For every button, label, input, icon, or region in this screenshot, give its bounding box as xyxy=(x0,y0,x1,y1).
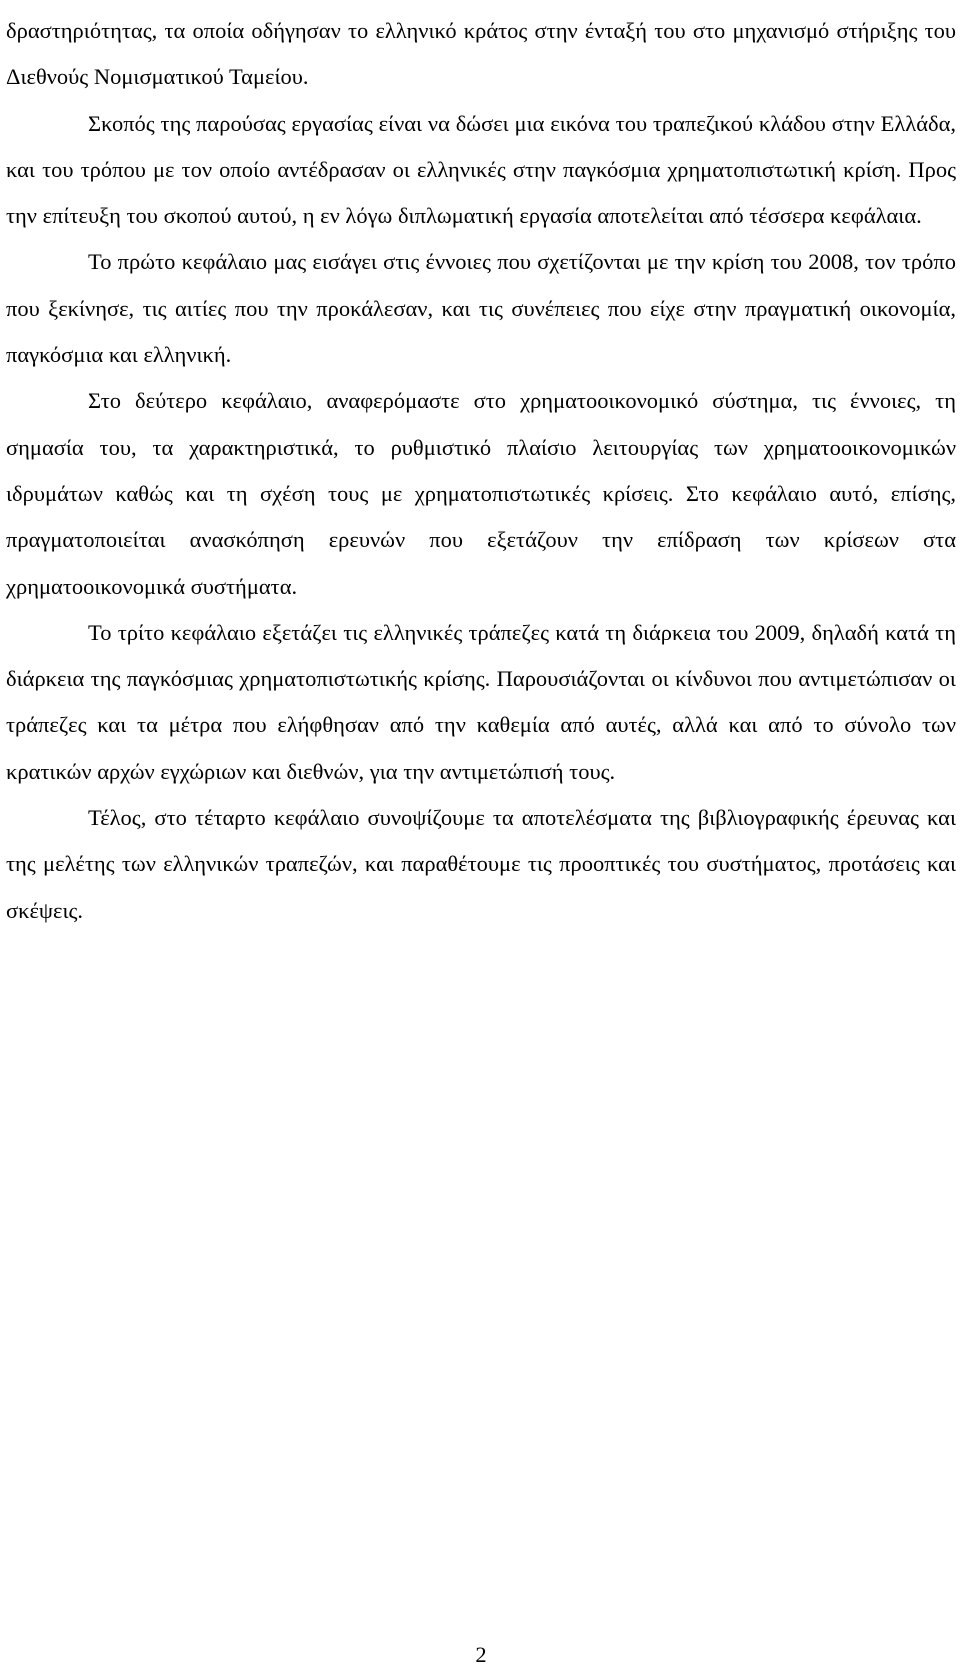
paragraph-purpose: Σκοπός της παρούσας εργασίας είναι να δώσει μια εικόνα του τραπεζικού κλάδου στην Ελλάδα, και του τρόπου με τον οποίο αντέδρασαν οι ελληνικές στην παγκόσμια χρηματοπιστωτική κρίση. Προς την επίτευξη του σκοπού αυτού, η εν λόγω διπλωματική εργασία αποτελείται από τέσσερα κεφάλαια. xyxy=(6,110,956,229)
page-number: 2 xyxy=(475,1642,487,1667)
paragraph-chapter-three: Το τρίτο κεφάλαιο εξετάζει τις ελληνικές τράπεζες κατά τη διάρκεια του 2009, δηλαδή κατά τη διάρκεια της παγκόσμιας χρηματοπιστωτικής κρίσης. Παρουσιάζονται οι κίνδυνοι που αντιμετώπισαν οι τράπεζες και τα μέτρα που ελήφθησαν από την καθεμία από αυτές, αλλά και από το σύνολο των κρατικών αρχών εγχώριων και διεθνών, για την αντιμετώπισή τους. xyxy=(6,619,956,784)
paragraph-chapter-two: Στο δεύτερο κεφάλαιο, αναφερόμαστε στο χρηματοοικονομικό σύστημα, τις έννοιες, τη σημασία του, τα χαρακτηριστικά, το ρυθμιστικό πλαίσιο λειτουργίας των χρηματοοικονομικών ιδρυμάτων καθώς και τη σχέση τους με χρηματοπιστωτικές κρίσεις. Στο κεφάλαιο αυτό, επίσης, πραγματοποιείται ανασκόπηση ερευνών που εξετάζουν την επίδραση των κρίσεων στα χρηματοοικονομικά συστήματα. xyxy=(6,388,956,599)
document-body xyxy=(6,8,956,934)
paragraph-chapter-four: Τέλος, στο τέταρτο κεφάλαιο συνοψίζουμε τα αποτελέσματα της βιβλιογραφικής έρευνας και της μελέτης των ελληνικών τραπεζών, και παραθέτουμε τις προοπτικές του συστήματος, προτάσεις και σκέψεις. xyxy=(6,805,956,923)
paragraph-chapter-one: Το πρώτο κεφάλαιο μας εισάγει στις έννοιες που σχετίζονται με την κρίση του 2008, τον τρόπο που ξεκίνησε, τις αιτίες που την προκάλεσαν, και τις συνέπειες που είχε στην πραγματική οικονομία, παγκόσμια και ελληνική. xyxy=(6,249,956,368)
document-page xyxy=(6,0,956,1678)
paragraph-continuation: δραστηριότητας, τα οποία οδήγησαν το ελληνικό κράτος στην ένταξή του στο μηχανισμό στήριξης του Διεθνούς Νομισματικού Ταμείου. xyxy=(6,18,956,90)
